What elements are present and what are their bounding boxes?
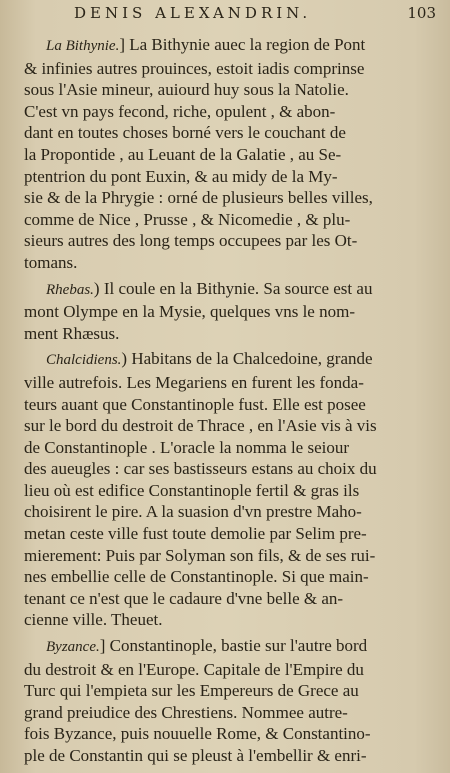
text-line: sie & de la Phrygie : orné de plusieurs belles villes, [24, 188, 373, 208]
text-line: cienne ville. Theuet. [24, 610, 163, 630]
entry-text: ] La Bithynie auec la region de Pont [119, 35, 366, 54]
page-body [24, 34, 430, 771]
entry-lemma: Rhebas. [46, 281, 94, 298]
entry-text: ) Habitans de la Chalcedoine, grande [121, 349, 373, 369]
text-line: mont Olympe en la Mysie, quelques vns le nom- [24, 302, 355, 322]
text-line: sieurs autres des long temps occupees par les Ot- [24, 231, 358, 251]
entry-lemma: La Bithynie. [46, 38, 120, 54]
text-line: Turc qui l'empieta sur les Empereurs de Grece au [24, 681, 359, 701]
text-line: tenant ce n'est que le cadaure d'vne belle & an- [24, 588, 344, 608]
text-line: nes embellie celle de Constantinople. Si que main- [24, 567, 369, 587]
text-line: du destroit & en l'Europe. Capitale de l'Empire du [24, 659, 364, 679]
entry-lemma: Byzance. [46, 639, 100, 656]
text-line: C'est vn pays fecond, riche, opulent , & abon- [24, 101, 336, 121]
text-line: sous l'Asie mineur, auiourd huy sous la Natolie. [24, 80, 349, 100]
entry-text: ) Il coule en la Bithynie. Sa source est au [93, 278, 373, 298]
text-line [24, 635, 430, 659]
page-number: 103 [407, 4, 436, 22]
text-line: comme de Nice , Prusse , & Nicomedie , & plu- [24, 209, 351, 229]
entry-lemma: Chalcidiens. [46, 352, 122, 369]
text-line: ple de Constantin qui se pleust à l'embellir & enri- [24, 746, 367, 765]
text-line: grand preiudice des Chrestiens. Nommee autre- [24, 702, 348, 722]
text-line: metan ceste ville fust toute demolie par Selim pre- [24, 524, 367, 544]
entry-text: ] Constantinople, bastie sur l'autre bord [99, 636, 368, 656]
page-header [74, 4, 436, 28]
text-line: choisirent le pire. A la suasion d'vn prestre Maho- [24, 502, 362, 522]
running-title: DENIS ALEXANDRIN. [74, 4, 312, 22]
text-line: tomans. [24, 252, 78, 272]
text-line: fois Byzance, puis nouuelle Rome, & Constantino- [24, 724, 371, 744]
text-line: lieu où est edifice Constantinople fertil & gras ils [24, 480, 360, 500]
text-line: la Propontide , au Leuant de la Galatie , au Se- [24, 144, 342, 164]
text-line: teurs auant que Constantinople fust. Elle est posee [24, 394, 366, 414]
glossary-entry [24, 278, 430, 345]
text-line [24, 34, 430, 58]
text-line: des aueugles : car ses bastisseurs estans au choix du [24, 459, 377, 479]
text-line: ptentrion du pont Euxin, & au midy de la My- [24, 166, 338, 186]
text-line: dant en toutes choses borné vers le couchant de [24, 123, 346, 143]
text-line: ville autrefois. Les Megariens en furent les fonda- [24, 372, 364, 392]
text-line [24, 348, 430, 372]
glossary-entry [24, 348, 430, 631]
glossary-entry [24, 34, 430, 274]
text-line: & infinies autres prouinces, estoit iadis comprinse [24, 58, 365, 78]
text-line: de Constantinople . L'oracle la nomma le seiour [24, 437, 350, 457]
text-line [24, 278, 430, 302]
text-line: ment Rhæsus. [24, 323, 120, 343]
text-line: sur le bord du destroit de Thrace , en l'Asie vis à vis [24, 416, 377, 436]
text-line: mierement: Puis par Solyman son fils, & de ses rui- [24, 545, 376, 565]
glossary-entry [24, 635, 430, 767]
